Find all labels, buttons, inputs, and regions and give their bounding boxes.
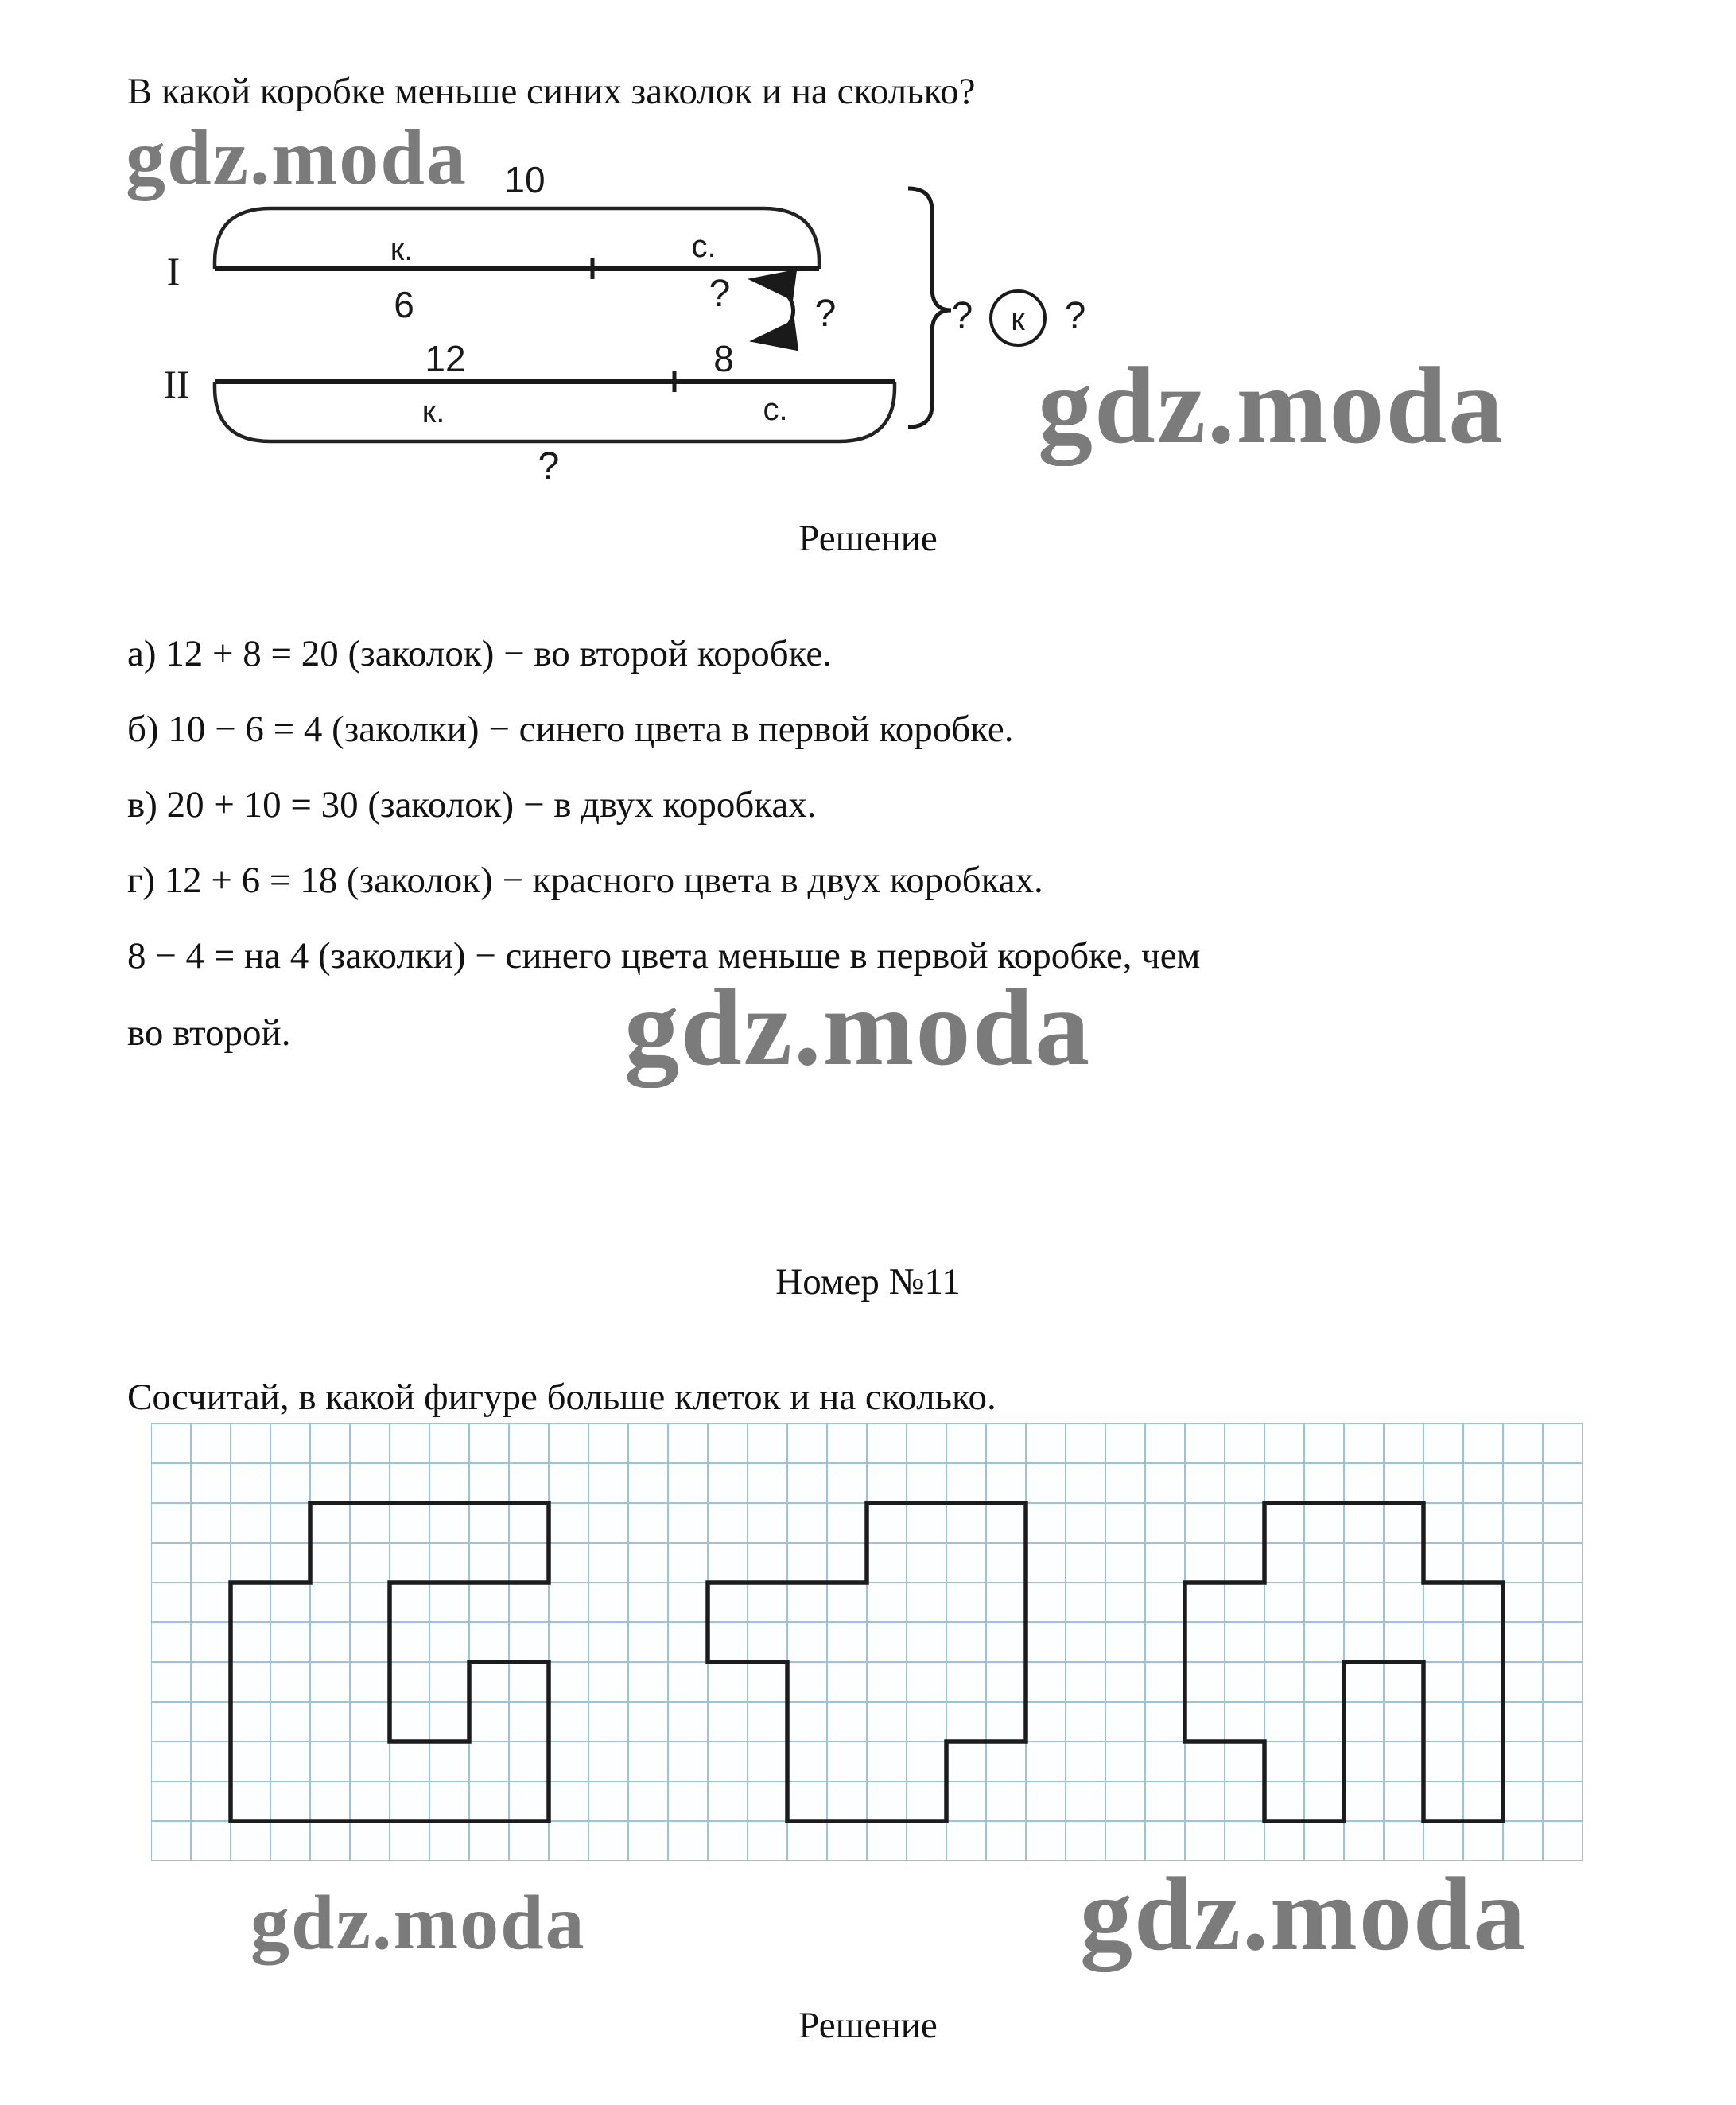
bracket-box1-top [215,208,819,269]
solution-line-v: в) 20 + 10 = 30 (заколок) − в двух коробках. [127,784,817,825]
watermark-middle: gdz.moda [624,966,1092,1088]
watermark-diagram-right: gdz.moda [1038,344,1505,466]
solution-line-extra: 8 − 4 = на 4 (заколки) − синего цвета меньше в первой коробке, чем [127,935,1201,977]
watermark-grid-right: gdz.moda [1080,1855,1528,1972]
solution-line-extra2: во второй. [127,1012,291,1054]
solution-line-a: а) 12 + 8 = 20 (заколок) − во второй коробке. [127,633,832,674]
grid-lines [151,1423,1583,1861]
circled-k-letter: к [1011,302,1025,337]
solution-heading-2: Решение [798,2005,938,2046]
box2-red-label: к. [421,394,445,429]
solution-heading-1: Решение [798,518,938,559]
box2-blue-count: 8 [713,338,734,379]
total-count-label: 10 [504,159,546,200]
row1-index-label: I [166,249,181,293]
grid-figures-image [151,1423,1583,1861]
compare-arrow-question: ? [814,293,837,335]
problem-10-question: В какой коробке меньше синих заколок и на сколько? [127,71,976,112]
problem-11-question: Сосчитай, в какой фигуре больше клеток и на сколько. [127,1377,996,1418]
box1-red-count: 6 [394,284,414,325]
problem-11-heading: Номер №11 [775,1261,961,1303]
box1-blue-label: с. [691,229,717,264]
box2-red-count: 12 [425,338,466,379]
box1-blue-question: ? [709,273,731,315]
solution-line-b: б) 10 − 6 = 4 (заколки) − синего цвета в первой коробке. [127,709,1014,750]
graph-paper [151,1423,1583,1861]
row2-index-label: II [163,362,190,406]
watermark-grid-left: gdz.moda [250,1880,586,1966]
solution-line-g: г) 12 + 6 = 18 (заколок) − красного цвета в двух коробках. [127,860,1043,901]
circled-k-question: ? [1064,295,1086,337]
compare-arrow [755,280,794,340]
box1-red-label: к. [390,232,414,267]
watermark-top-left: gdz.moda [126,113,468,201]
box2-total-question: ? [538,445,560,487]
box2-blue-label: с. [763,392,788,427]
bracket-box2-bottom [215,382,895,441]
total-brace [908,188,951,427]
brace-question: ? [951,295,973,337]
